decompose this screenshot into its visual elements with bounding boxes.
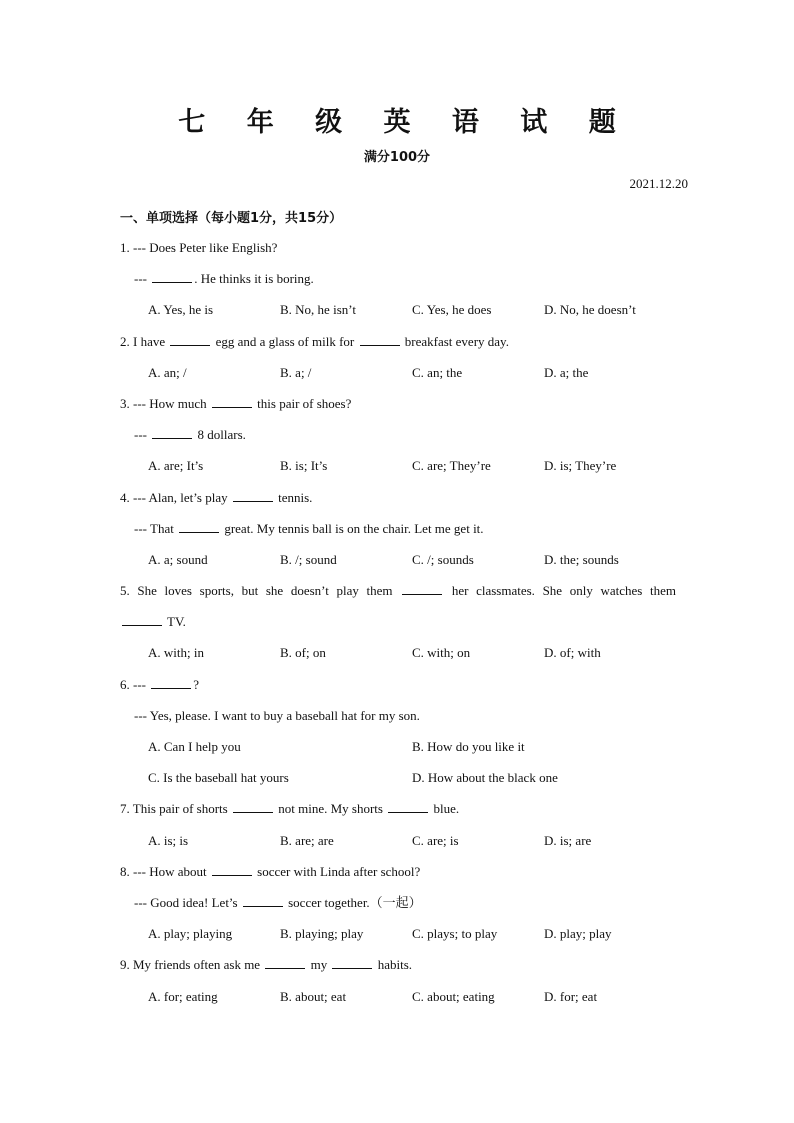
question-text: --- Good idea! Let’s (134, 894, 241, 910)
answer-blank[interactable] (179, 520, 219, 533)
question-text: soccer with Linda after school? (253, 863, 421, 879)
question-text: 6. --- (120, 676, 150, 692)
question-text: . He thinks it is boring. (194, 271, 314, 287)
question-4-options (120, 544, 676, 575)
answer-blank[interactable] (151, 676, 191, 689)
option-c[interactable]: C. /; sounds (412, 551, 474, 567)
option-c[interactable]: C. Is the baseball hat yours (148, 770, 289, 786)
question-2 (120, 326, 676, 357)
exam-title: 七 年 级 英 语 试 题 (178, 107, 632, 138)
full-score-label: 满分100分 (363, 150, 431, 165)
question-6 (120, 669, 676, 700)
question-5-continued (120, 606, 676, 637)
option-a[interactable]: A. a; sound (148, 551, 208, 567)
option-b[interactable]: B. a; / (280, 364, 312, 380)
question-list (120, 232, 676, 1012)
question-text: 8 dollars. (194, 427, 246, 443)
question-text: this pair of shoes? (253, 395, 352, 411)
question-text: 1. --- Does Peter like English? (120, 240, 278, 255)
answer-blank[interactable] (170, 333, 210, 346)
option-d[interactable]: D. How about the black one (412, 770, 558, 786)
answer-blank[interactable] (332, 956, 372, 969)
option-b[interactable]: B. of; on (280, 645, 326, 661)
option-d[interactable]: D. is; They’re (544, 458, 617, 474)
question-text: --- (134, 271, 151, 287)
option-b[interactable]: B. No, he isn’t (280, 302, 356, 318)
question-text: --- Yes, please. I want to buy a baseball hat for my son. (134, 707, 420, 723)
option-d[interactable]: D. No, he doesn’t (544, 302, 636, 318)
answer-blank[interactable] (152, 426, 192, 439)
question-text: 8. --- How about (120, 863, 210, 879)
question-text: habits. (374, 957, 413, 973)
option-d[interactable]: D. play; play (544, 926, 612, 942)
option-a[interactable]: A. is; is (148, 832, 189, 848)
option-a[interactable]: A. for; eating (148, 988, 218, 1004)
question-6-options-row-2 (120, 762, 676, 793)
question-text: soccer together.（一起） (284, 894, 422, 910)
question-text: --- (134, 427, 151, 443)
option-d[interactable]: D. for; eat (544, 988, 598, 1004)
option-d[interactable]: D. the; sounds (544, 551, 619, 567)
answer-blank[interactable] (388, 800, 428, 813)
question-text: my (307, 957, 331, 973)
option-b[interactable]: B. How do you like it (412, 739, 525, 754)
question-4-answer-line (120, 513, 676, 544)
question-text: her classmates. She only watches them (444, 583, 676, 599)
question-1-answer-line (120, 263, 676, 294)
question-9 (120, 949, 676, 980)
question-text: --- That (134, 520, 178, 536)
answer-blank[interactable] (122, 613, 162, 626)
question-text: 3. --- How much (120, 395, 210, 411)
question-text: breakfast every day. (401, 333, 509, 349)
question-text: 7. This pair of shorts (120, 801, 231, 817)
question-text: egg and a glass of milk for (212, 333, 358, 349)
option-d[interactable]: D. is; are (544, 832, 592, 848)
answer-blank[interactable] (212, 395, 252, 408)
question-5 (120, 575, 676, 606)
question-text: TV. (164, 614, 186, 630)
question-text: 4. --- Alan, let’s play (120, 489, 231, 505)
question-text: great. My tennis ball is on the chair. Let me get it. (221, 520, 484, 536)
answer-blank[interactable] (243, 894, 283, 907)
question-3 (120, 388, 676, 419)
option-d[interactable]: D. of; with (544, 645, 601, 661)
option-b[interactable]: B. are; are (280, 832, 334, 848)
option-b[interactable]: B. /; sound (280, 551, 337, 567)
question-text: tennis. (274, 489, 313, 505)
answer-blank[interactable] (212, 863, 252, 876)
question-4 (120, 482, 676, 513)
option-b[interactable]: B. about; eat (280, 988, 347, 1004)
option-b[interactable]: B. playing; play (280, 926, 364, 942)
question-9-options (120, 981, 676, 1012)
question-text: blue. (430, 801, 460, 817)
question-1-options (120, 294, 676, 325)
option-a[interactable]: A. an; / (148, 364, 187, 380)
option-a[interactable]: A. play; playing (148, 926, 233, 942)
answer-blank[interactable] (265, 956, 305, 969)
option-c[interactable]: C. are; is (412, 832, 459, 848)
question-6-answer-line (120, 700, 676, 731)
section-heading: 一、单项选择（每小题1分，共15分） (120, 211, 343, 226)
question-8 (120, 856, 676, 887)
answer-blank[interactable] (152, 270, 192, 283)
option-c[interactable]: C. an; the (412, 364, 463, 380)
question-8-answer-line (120, 887, 676, 918)
question-text: not mine. My shorts (274, 801, 387, 817)
answer-blank[interactable] (233, 800, 273, 813)
option-c[interactable]: C. are; They’re (412, 458, 491, 474)
question-2-options (120, 357, 676, 388)
question-3-options (120, 450, 676, 481)
answer-blank[interactable] (402, 582, 442, 595)
question-6-options-row-1 (120, 731, 676, 762)
question-1 (120, 232, 676, 263)
question-7 (120, 793, 676, 824)
question-text: 2. I have (120, 333, 169, 349)
question-text: ? (193, 676, 200, 692)
option-b[interactable]: B. is; It’s (280, 458, 328, 474)
exam-date: 2021.12.20 (629, 176, 688, 191)
option-c[interactable]: C. Yes, he does (412, 302, 492, 318)
option-c[interactable]: C. about; eating (412, 988, 495, 1004)
question-5-options (120, 637, 676, 668)
option-a[interactable]: A. with; in (148, 645, 204, 661)
question-7-options (120, 825, 676, 856)
answer-blank[interactable] (360, 333, 400, 346)
option-c[interactable]: C. with; on (412, 645, 471, 661)
question-8-options (120, 918, 676, 949)
answer-blank[interactable] (233, 489, 273, 502)
option-a[interactable]: A. are; It’s (148, 458, 204, 474)
option-a[interactable]: A. Yes, he is (148, 302, 214, 318)
option-c[interactable]: C. plays; to play (412, 926, 498, 942)
option-d[interactable]: D. a; the (544, 364, 589, 380)
question-text: 5. She loves sports, but she doesn’t play them (120, 583, 401, 599)
option-a[interactable]: A. Can I help you (148, 739, 241, 754)
question-text: 9. My friends often ask me (120, 957, 264, 973)
question-3-answer-line (120, 419, 676, 450)
